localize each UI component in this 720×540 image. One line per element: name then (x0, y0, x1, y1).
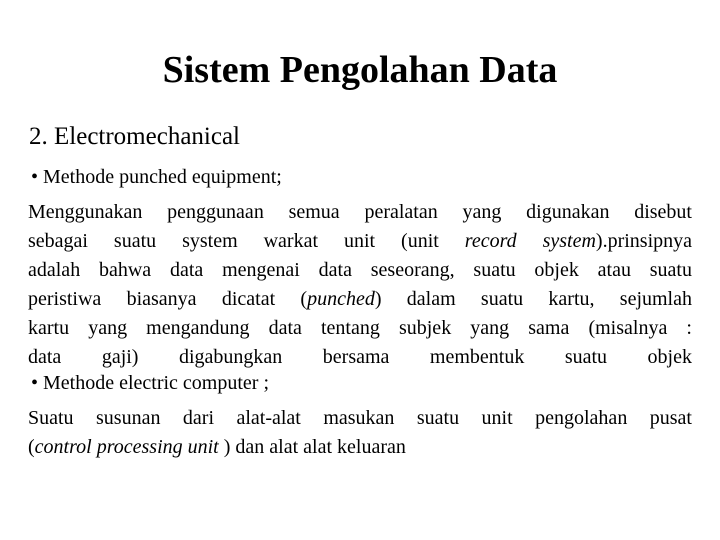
bullet-punched-equipment: • Methode punched equipment; (31, 166, 282, 188)
text-span: ).prinsipnya (595, 230, 693, 252)
text-span: ) dalam suatu kartu, sejumlah (374, 288, 692, 310)
italic-term: control processing unit (34, 436, 219, 458)
paragraph-line: Suatu susunan dari alat-alat masukan suatu unit pengolahan pusat (28, 407, 692, 429)
text-span: peristiwa biasanya dicatat ( (28, 288, 308, 310)
paragraph-line (28, 287, 692, 311)
bullet-electric-computer: • Methode electric computer ; (31, 372, 270, 394)
paragraph-line: kartu yang mengandung data tentang subjek yang sama (misalnya : (28, 317, 692, 339)
text-span: ( (28, 436, 35, 458)
text-span: ) dan alat alat keluaran (218, 436, 406, 458)
text-span: sebagai suatu system warkat unit (unit (28, 230, 465, 252)
italic-term: punched (307, 288, 375, 310)
section-heading: 2. Electromechanical (29, 123, 240, 150)
paragraph-line (28, 229, 692, 253)
paragraph-line: data gaji) digabungkan bersama membentuk suatu objek (28, 346, 692, 368)
italic-term: record system (464, 230, 596, 252)
paragraph-line: Menggunakan penggunaan semua peralatan yang digunakan disebut (28, 201, 692, 223)
paragraph-line: adalah bahwa data mengenai data seseorang, suatu objek atau suatu (28, 259, 692, 281)
paragraph-line (28, 435, 692, 459)
slide-title: Sistem Pengolahan Data (162, 49, 558, 91)
